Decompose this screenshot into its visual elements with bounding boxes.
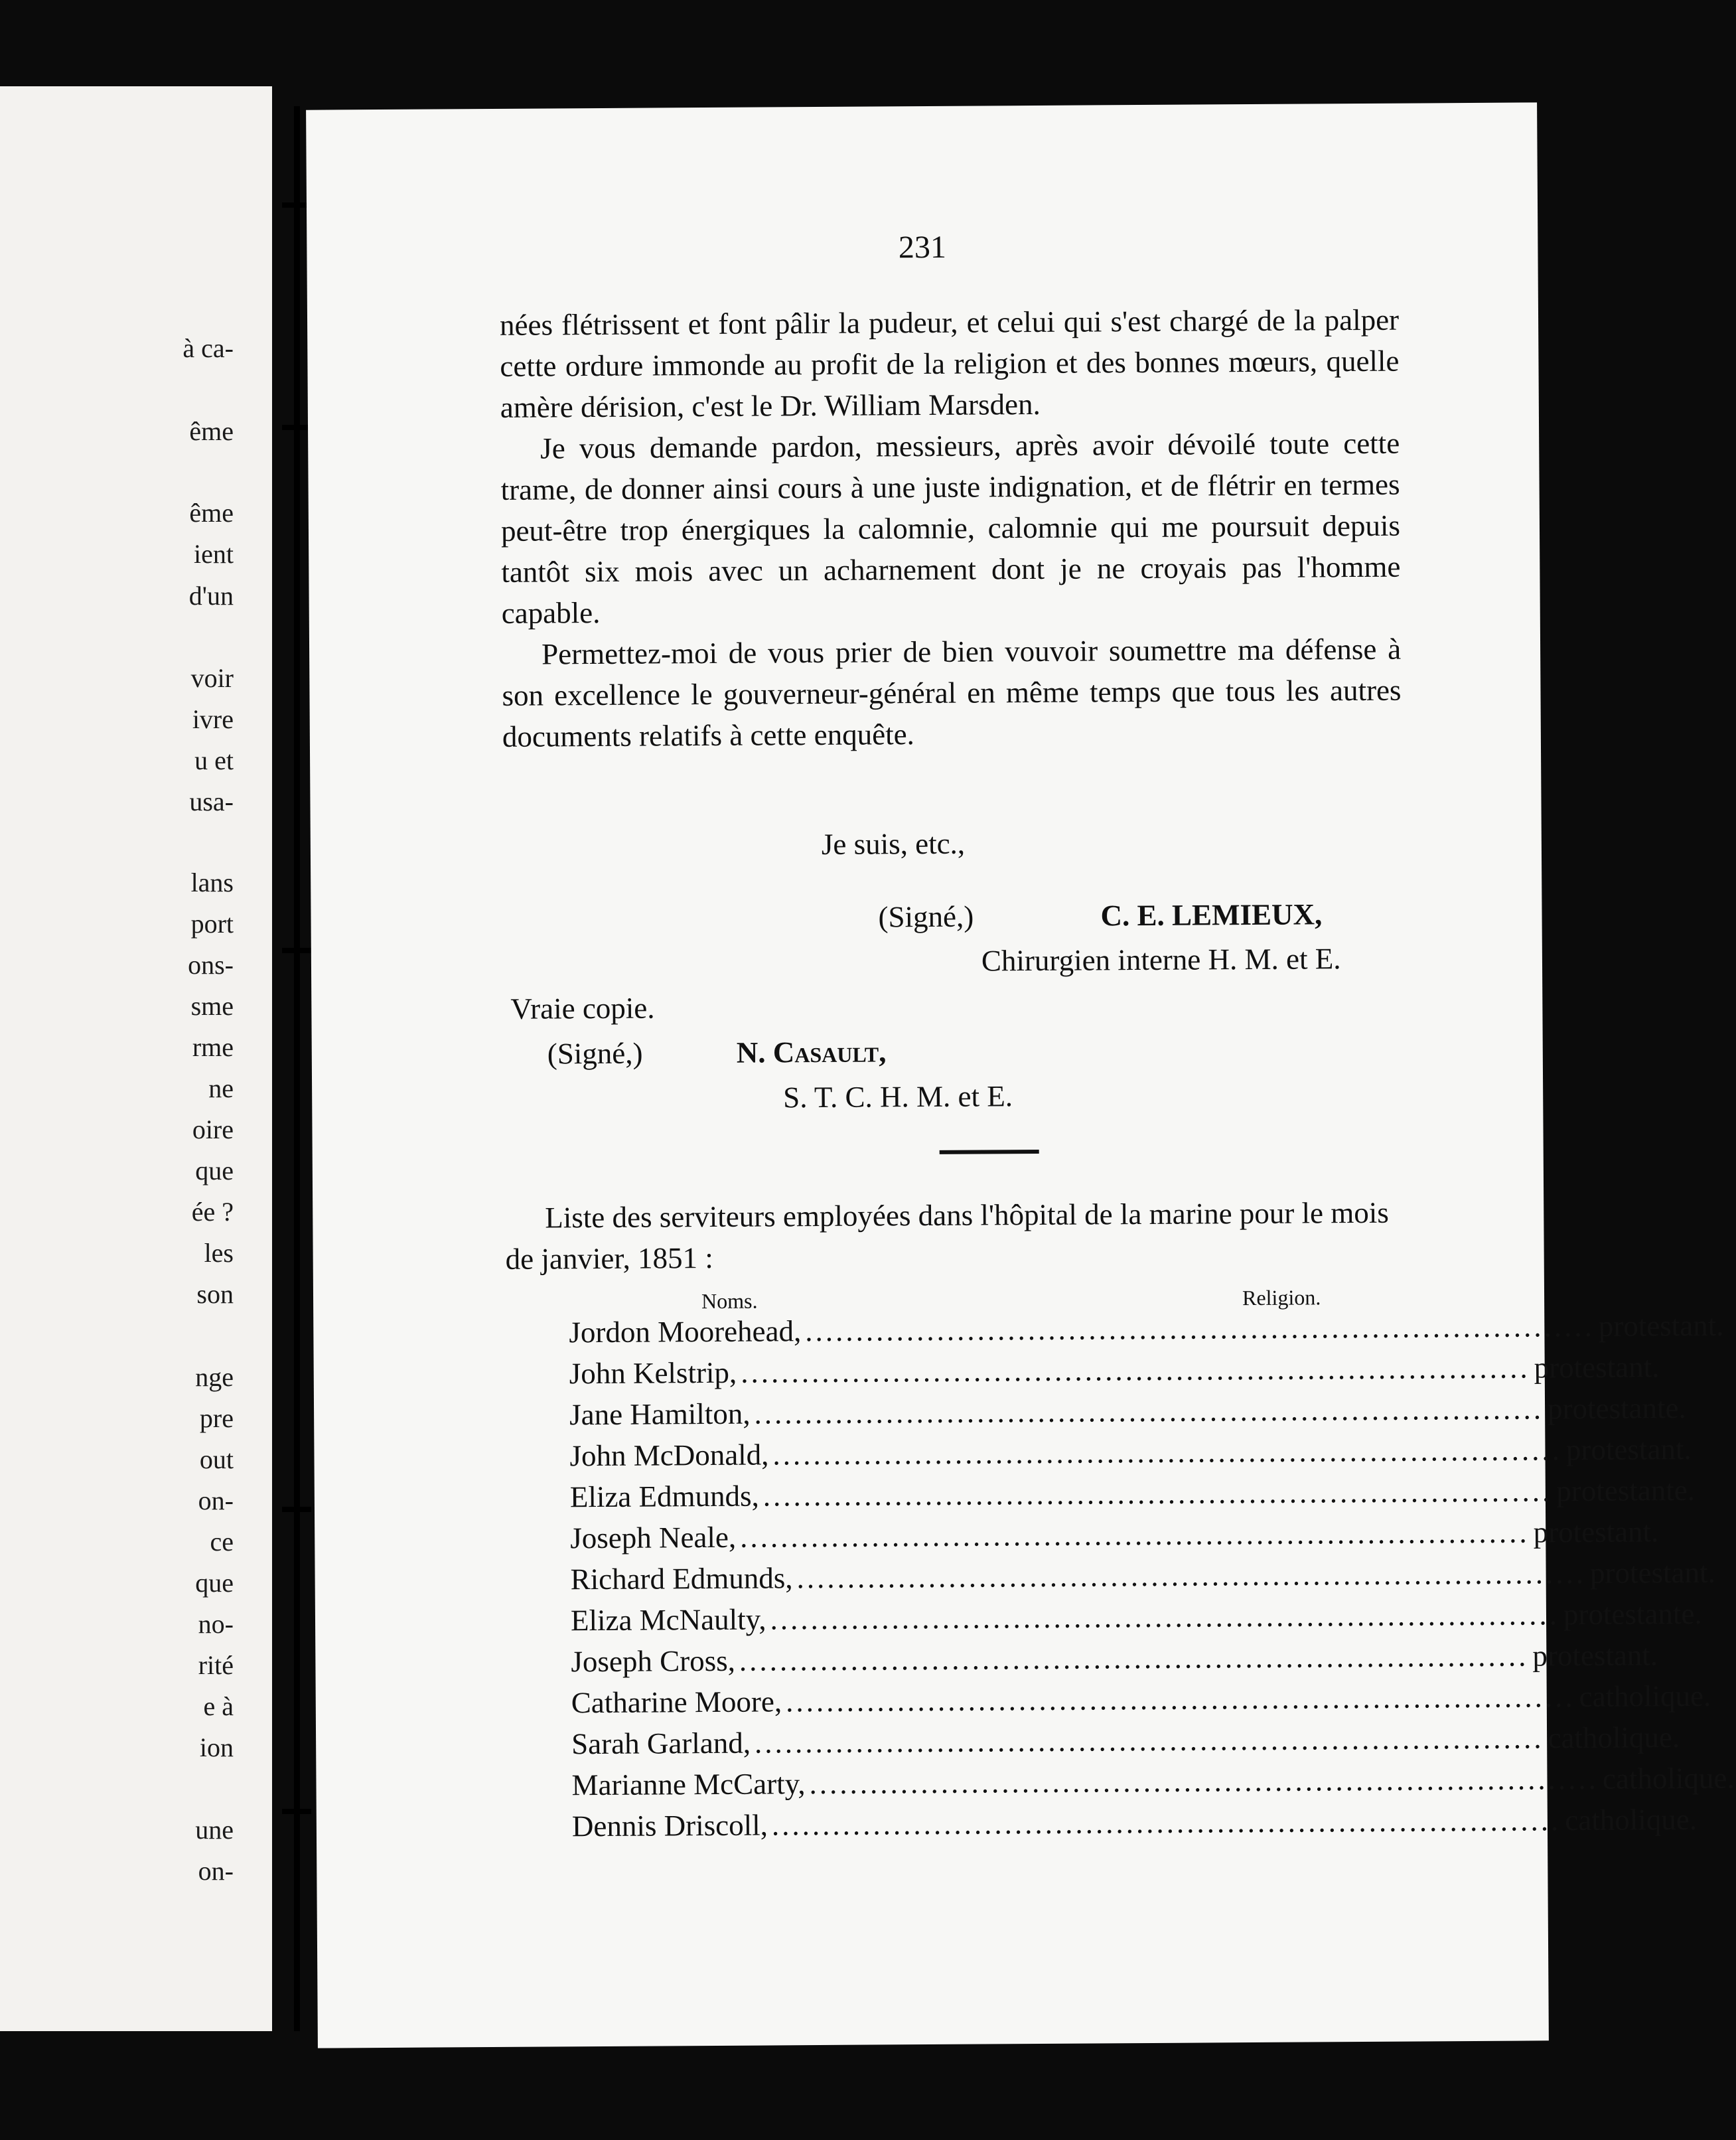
- employee-name: Catharine Moore,: [571, 1685, 782, 1720]
- left-page-fragment: pre: [199, 1403, 234, 1433]
- section-divider: [940, 1150, 1039, 1154]
- list-item: Joseph Cross, .............................................................................. protestant.: [571, 1638, 1658, 1679]
- list-item: John McDonald, .............................................................................. protestant.: [569, 1432, 1692, 1473]
- spine-stitch: [282, 1507, 311, 1512]
- paragraph: nées flétrissent et font pâlir la pudeur, et celui qui s'est chargé de la palper cette ordure immonde au profit de la religion et des bonnes mœurs, quelle amère dérision, c'est le Dr. William Marsden.: [499, 303, 1400, 424]
- spine-stitch: [282, 1809, 311, 1814]
- employee-religion: protestante.: [1556, 1473, 1696, 1508]
- spine-stitch: [282, 425, 311, 430]
- left-page-fragment: no-: [198, 1609, 234, 1639]
- employee-religion: protestante.: [1563, 1596, 1702, 1632]
- employee-name: Sarah Garland,: [571, 1726, 751, 1761]
- list-item: Catharine Moore, .............................................................................. catholique.: [571, 1679, 1711, 1720]
- employee-name: Eliza McNaulty,: [570, 1602, 766, 1638]
- closing-line: Je suis, etc.,: [821, 826, 966, 861]
- left-page-fragment: lans: [190, 868, 234, 897]
- copy-signer-name: N. Casault,: [736, 1035, 887, 1069]
- left-page-fragment: ons-: [188, 950, 234, 980]
- left-page-fragment: u et: [194, 745, 234, 775]
- left-page-fragment: son: [196, 1279, 234, 1309]
- left-page-fragment: sme: [190, 991, 234, 1021]
- list-item: Marianne McCarty, .............................................................................. catholique.: [571, 1761, 1735, 1802]
- spine-stitch: [282, 948, 311, 953]
- list-item: Richard Edmunds, .............................................................................. protestant.: [570, 1555, 1715, 1596]
- list-item: Joseph Neale, .............................................................................. protestant.: [570, 1515, 1659, 1555]
- book-spine: [282, 106, 309, 2031]
- list-item: Sarah Garland, .............................................................................. catholique.: [571, 1720, 1680, 1761]
- employee-name: John Kelstrip,: [569, 1355, 737, 1391]
- paragraph: Je vous demande pardon, messieurs, après avoir dévoilé toute cette trame, de donner ainsi cours à une juste indignation, et de flétrir en termes peut-être trop énergiques la calomnie, calomnie qui me poursuit depuis tantôt six mois avec un acharnement dont je ne croyais pas l'homme capable.: [500, 426, 1401, 630]
- employee-religion: catholique.: [1548, 1720, 1680, 1755]
- employee-name: Richard Edmunds,: [570, 1561, 793, 1596]
- copy-signed-label: (Signé,): [547, 1036, 643, 1071]
- left-page-fragment: on-: [198, 1856, 234, 1886]
- list-item: John Kelstrip, .............................................................................. protestant.: [569, 1350, 1660, 1391]
- column-header-religion: Religion.: [1242, 1285, 1321, 1310]
- employee-religion: protestant.: [1532, 1638, 1658, 1673]
- left-page-fragment: d'un: [188, 581, 234, 611]
- employee-name: Eliza Edmunds,: [569, 1479, 759, 1514]
- signature-signed-label: (Signé,): [878, 899, 974, 934]
- left-page-fragment: nge: [195, 1362, 234, 1392]
- true-copy-label: Vraie copie.: [510, 991, 655, 1026]
- left-page-fragment: ême: [189, 416, 234, 446]
- employee-religion: protestante.: [1547, 1391, 1686, 1426]
- left-page-fragment: oire: [192, 1114, 234, 1144]
- left-page-fragment: rité: [198, 1650, 234, 1680]
- left-page-fragment: ion: [199, 1732, 234, 1762]
- employee-religion: catholique.: [1565, 1802, 1698, 1837]
- copy-signer-title: S. T. C. H. M. et E.: [783, 1079, 1013, 1114]
- left-page-fragment: ce: [210, 1527, 234, 1557]
- page-number: 231: [898, 229, 947, 266]
- employee-religion: catholique.: [1602, 1761, 1735, 1796]
- employee-religion: protestant.: [1598, 1308, 1724, 1343]
- employee-religion: protestant.: [1533, 1515, 1659, 1549]
- left-page-fragment: out: [199, 1444, 234, 1474]
- employee-name: Jane Hamilton,: [569, 1397, 751, 1432]
- body-text: [500, 299, 1402, 757]
- left-page-fragment: usa-: [189, 787, 234, 816]
- book-page: [306, 102, 1735, 2048]
- left-page-fragment: ême: [189, 498, 234, 528]
- employee-religion: protestant.: [1534, 1350, 1660, 1385]
- employee-religion: catholique.: [1579, 1679, 1711, 1714]
- left-page-fragment: ivre: [192, 704, 234, 734]
- column-header-names: Noms.: [701, 1288, 758, 1314]
- left-page-fragment: ient: [194, 539, 234, 569]
- employee-name: Joseph Neale,: [570, 1520, 737, 1555]
- employee-name: John McDonald,: [569, 1438, 769, 1473]
- list-item: Jane Hamilton, .............................................................................. protestante.: [569, 1391, 1686, 1432]
- employee-name: Marianne McCarty,: [571, 1767, 806, 1802]
- signature-title: Chirurgien interne H. M. et E.: [981, 942, 1341, 978]
- left-facing-page: [0, 86, 272, 2031]
- list-item: Eliza Edmunds, .............................................................................. protestante.: [569, 1473, 1696, 1514]
- employee-name: Joseph Cross,: [571, 1643, 736, 1679]
- left-page-fragment: on-: [198, 1486, 234, 1515]
- left-page-fragment: voir: [190, 663, 234, 693]
- left-page-fragment: à ca-: [182, 333, 234, 363]
- left-page-fragment: ne: [208, 1073, 234, 1103]
- left-page-fragment: une: [195, 1815, 234, 1845]
- list-item: Jordon Moorehead, .............................................................................. protestant.: [569, 1308, 1724, 1349]
- list-intro: [505, 1191, 1421, 1279]
- signature-name: C. E. LEMIEUX,: [1100, 897, 1323, 933]
- paragraph: Permettez-moi de vous prier de bien vouvoir soumettre ma défense à son excellence le gouverneur-général en même temps que tous les autres documents relatifs à cette enquête.: [502, 632, 1402, 753]
- list-item: Eliza McNaulty, .............................................................................. protestante.: [570, 1596, 1702, 1638]
- left-page-fragment: les: [204, 1238, 234, 1268]
- employee-name: Dennis Driscoll,: [571, 1808, 768, 1843]
- list-intro-text: Liste des serviteurs employées dans l'hôpital de la marine pour le mois de janvier, 1851 :: [505, 1195, 1389, 1276]
- left-page-fragment: que: [195, 1568, 234, 1598]
- list-item: Dennis Driscoll, .............................................................................. catholique.: [571, 1802, 1698, 1843]
- spine-bar: [294, 106, 300, 2031]
- left-page-fragment: port: [190, 909, 234, 939]
- left-page-fragment: rme: [192, 1032, 234, 1062]
- left-page-fragment: e à: [203, 1691, 234, 1721]
- employee-religion: protestant.: [1589, 1555, 1715, 1590]
- left-page-fragment: que: [195, 1156, 234, 1185]
- employee-religion: protestant.: [1565, 1432, 1692, 1467]
- left-page-fragment: ée ?: [191, 1197, 234, 1227]
- employee-name: Jordon Moorehead,: [569, 1314, 802, 1349]
